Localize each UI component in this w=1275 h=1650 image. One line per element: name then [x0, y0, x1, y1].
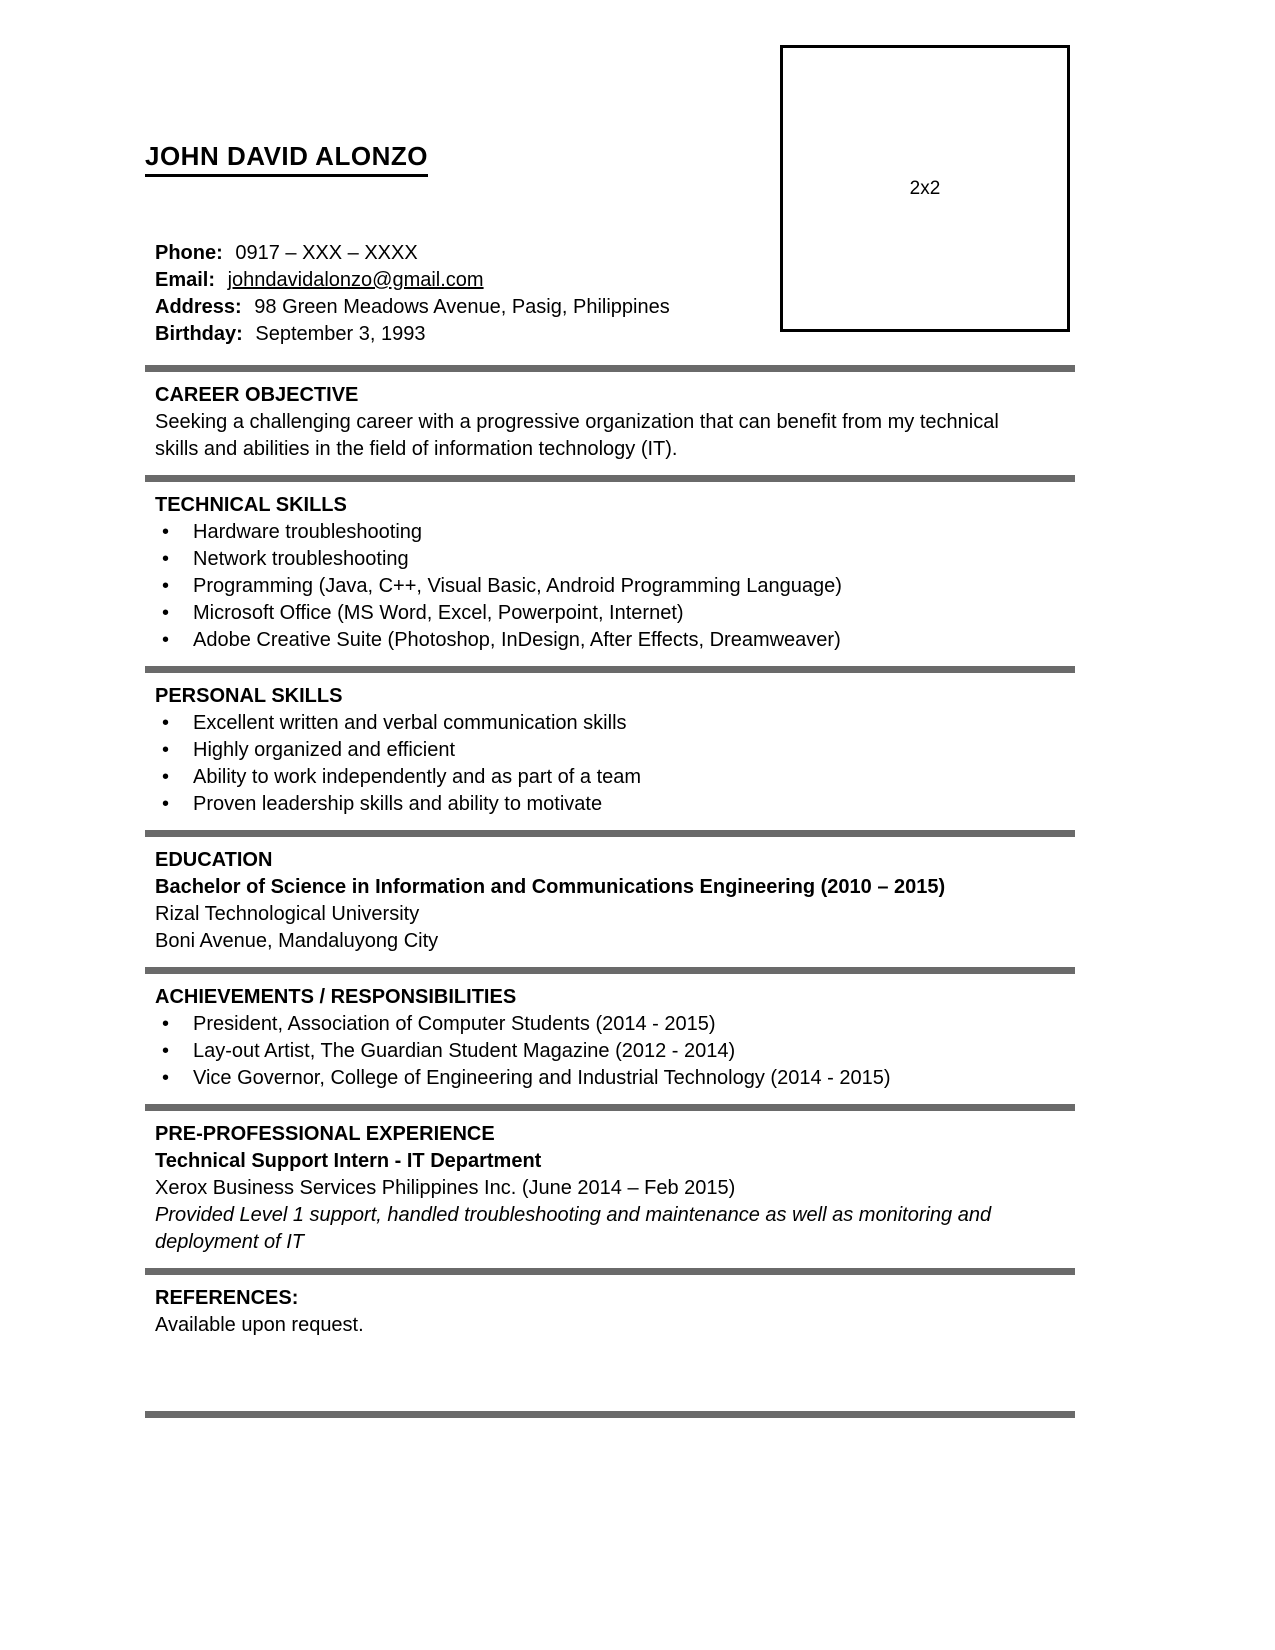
photo-size-label: 2x2	[909, 178, 941, 199]
address-label: Address:	[155, 296, 242, 318]
bullet-icon: •	[162, 766, 170, 788]
skill-text: Network troubleshooting	[193, 548, 409, 570]
technical-skills-heading: TECHNICAL SKILLS	[155, 494, 347, 516]
experience-section	[155, 1121, 1075, 1256]
bullet-icon: •	[162, 629, 170, 651]
bullet-icon: •	[162, 739, 170, 761]
achievements-heading: ACHIEVEMENTS / RESPONSIBILITIES	[155, 986, 517, 1008]
bullet-icon: •	[162, 712, 170, 734]
contact-email-row	[155, 267, 1075, 294]
education-heading: EDUCATION	[155, 849, 273, 871]
achievement-text: President, Association of Computer Students (2014 - 2015)	[193, 1013, 716, 1035]
address-value: 98 Green Meadows Avenue, Pasig, Philippines	[254, 296, 670, 318]
career-objective-body: Seeking a challenging career with a progressive organization that can benefit from my technical skills and abilities in the field of information technology (IT).	[155, 411, 999, 460]
skill-text: Ability to work independently and as part of a team	[193, 766, 642, 788]
list-item	[155, 1065, 1075, 1092]
bullet-icon: •	[162, 521, 170, 543]
skill-text: Highly organized and efficient	[193, 739, 456, 761]
skill-text: Hardware troubleshooting	[193, 521, 423, 543]
birthday-label: Birthday:	[155, 323, 243, 345]
experience-company: Xerox Business Services Philippines Inc. (June 2014 – Feb 2015)	[155, 1177, 736, 1199]
bullet-icon: •	[162, 1040, 170, 1062]
personal-skills-list	[155, 710, 1075, 818]
email-label: Email:	[155, 269, 216, 291]
skill-text: Microsoft Office (MS Word, Excel, Powerpoint, Internet)	[193, 602, 684, 624]
education-section	[155, 847, 1075, 955]
career-objective-section	[155, 382, 1075, 463]
section-divider	[145, 365, 1075, 372]
skill-text: Programming (Java, C++, Visual Basic, Android Programming Language)	[193, 575, 842, 597]
section-divider	[145, 1268, 1075, 1275]
section-divider	[145, 666, 1075, 673]
career-objective-heading: CAREER OBJECTIVE	[155, 384, 359, 406]
email-link[interactable]: johndavidalonzo@gmail.com	[227, 269, 484, 291]
list-item	[155, 791, 1075, 818]
bullet-icon: •	[162, 575, 170, 597]
birthday-value: September 3, 1993	[255, 323, 426, 345]
phone-label: Phone:	[155, 242, 223, 264]
achievements-list	[155, 1011, 1075, 1092]
skill-text: Excellent written and verbal communication skills	[193, 712, 627, 734]
section-divider	[145, 1411, 1075, 1418]
references-body: Available upon request.	[155, 1314, 364, 1336]
personal-skills-heading: PERSONAL SKILLS	[155, 685, 343, 707]
references-heading: REFERENCES:	[155, 1287, 299, 1309]
education-degree: Bachelor of Science in Information and Communications Engineering (2010 – 2015)	[155, 876, 946, 898]
list-item	[155, 1038, 1075, 1065]
achievement-text: Vice Governor, College of Engineering and Industrial Technology (2014 - 2015)	[193, 1067, 891, 1089]
experience-role: Technical Support Intern - IT Department	[155, 1150, 542, 1172]
education-school: Rizal Technological University	[155, 903, 420, 925]
list-item	[155, 1011, 1075, 1038]
list-item	[155, 627, 1075, 654]
section-divider	[145, 475, 1075, 482]
bullet-icon: •	[162, 1067, 170, 1089]
bullet-icon: •	[162, 602, 170, 624]
list-item	[155, 546, 1075, 573]
references-section	[155, 1285, 1075, 1339]
list-item	[155, 764, 1075, 791]
phone-value: 0917 – XXX – XXXX	[235, 242, 418, 264]
section-divider	[145, 967, 1075, 974]
skill-text: Adobe Creative Suite (Photoshop, InDesign, After Effects, Dreamweaver)	[193, 629, 841, 651]
list-item	[155, 737, 1075, 764]
experience-description: Provided Level 1 support, handled troubleshooting and maintenance as well as monitoring and deployment of IT	[155, 1204, 992, 1253]
bullet-icon: •	[162, 793, 170, 815]
section-divider	[145, 1104, 1075, 1111]
achievement-text: Lay-out Artist, The Guardian Student Magazine (2012 - 2014)	[193, 1040, 736, 1062]
education-address: Boni Avenue, Mandaluyong City	[155, 930, 439, 952]
contact-phone-row	[155, 240, 1075, 267]
experience-heading: PRE-PROFESSIONAL EXPERIENCE	[155, 1123, 495, 1145]
achievements-section	[155, 984, 1075, 1092]
personal-skills-section	[155, 683, 1075, 818]
resume-content	[145, 0, 1075, 1428]
list-item	[155, 600, 1075, 627]
skill-text: Proven leadership skills and ability to motivate	[193, 793, 603, 815]
technical-skills-list	[155, 519, 1075, 654]
bullet-icon: •	[162, 548, 170, 570]
contact-address-row	[155, 294, 1075, 321]
list-item	[155, 573, 1075, 600]
list-item	[155, 519, 1075, 546]
list-item	[155, 710, 1075, 737]
bullet-icon: •	[162, 1013, 170, 1035]
candidate-name: JOHN DAVID ALONZO	[145, 140, 1075, 172]
contact-block	[155, 240, 1075, 348]
technical-skills-section	[155, 492, 1075, 654]
contact-birthday-row	[155, 321, 1075, 348]
section-divider	[145, 830, 1075, 837]
